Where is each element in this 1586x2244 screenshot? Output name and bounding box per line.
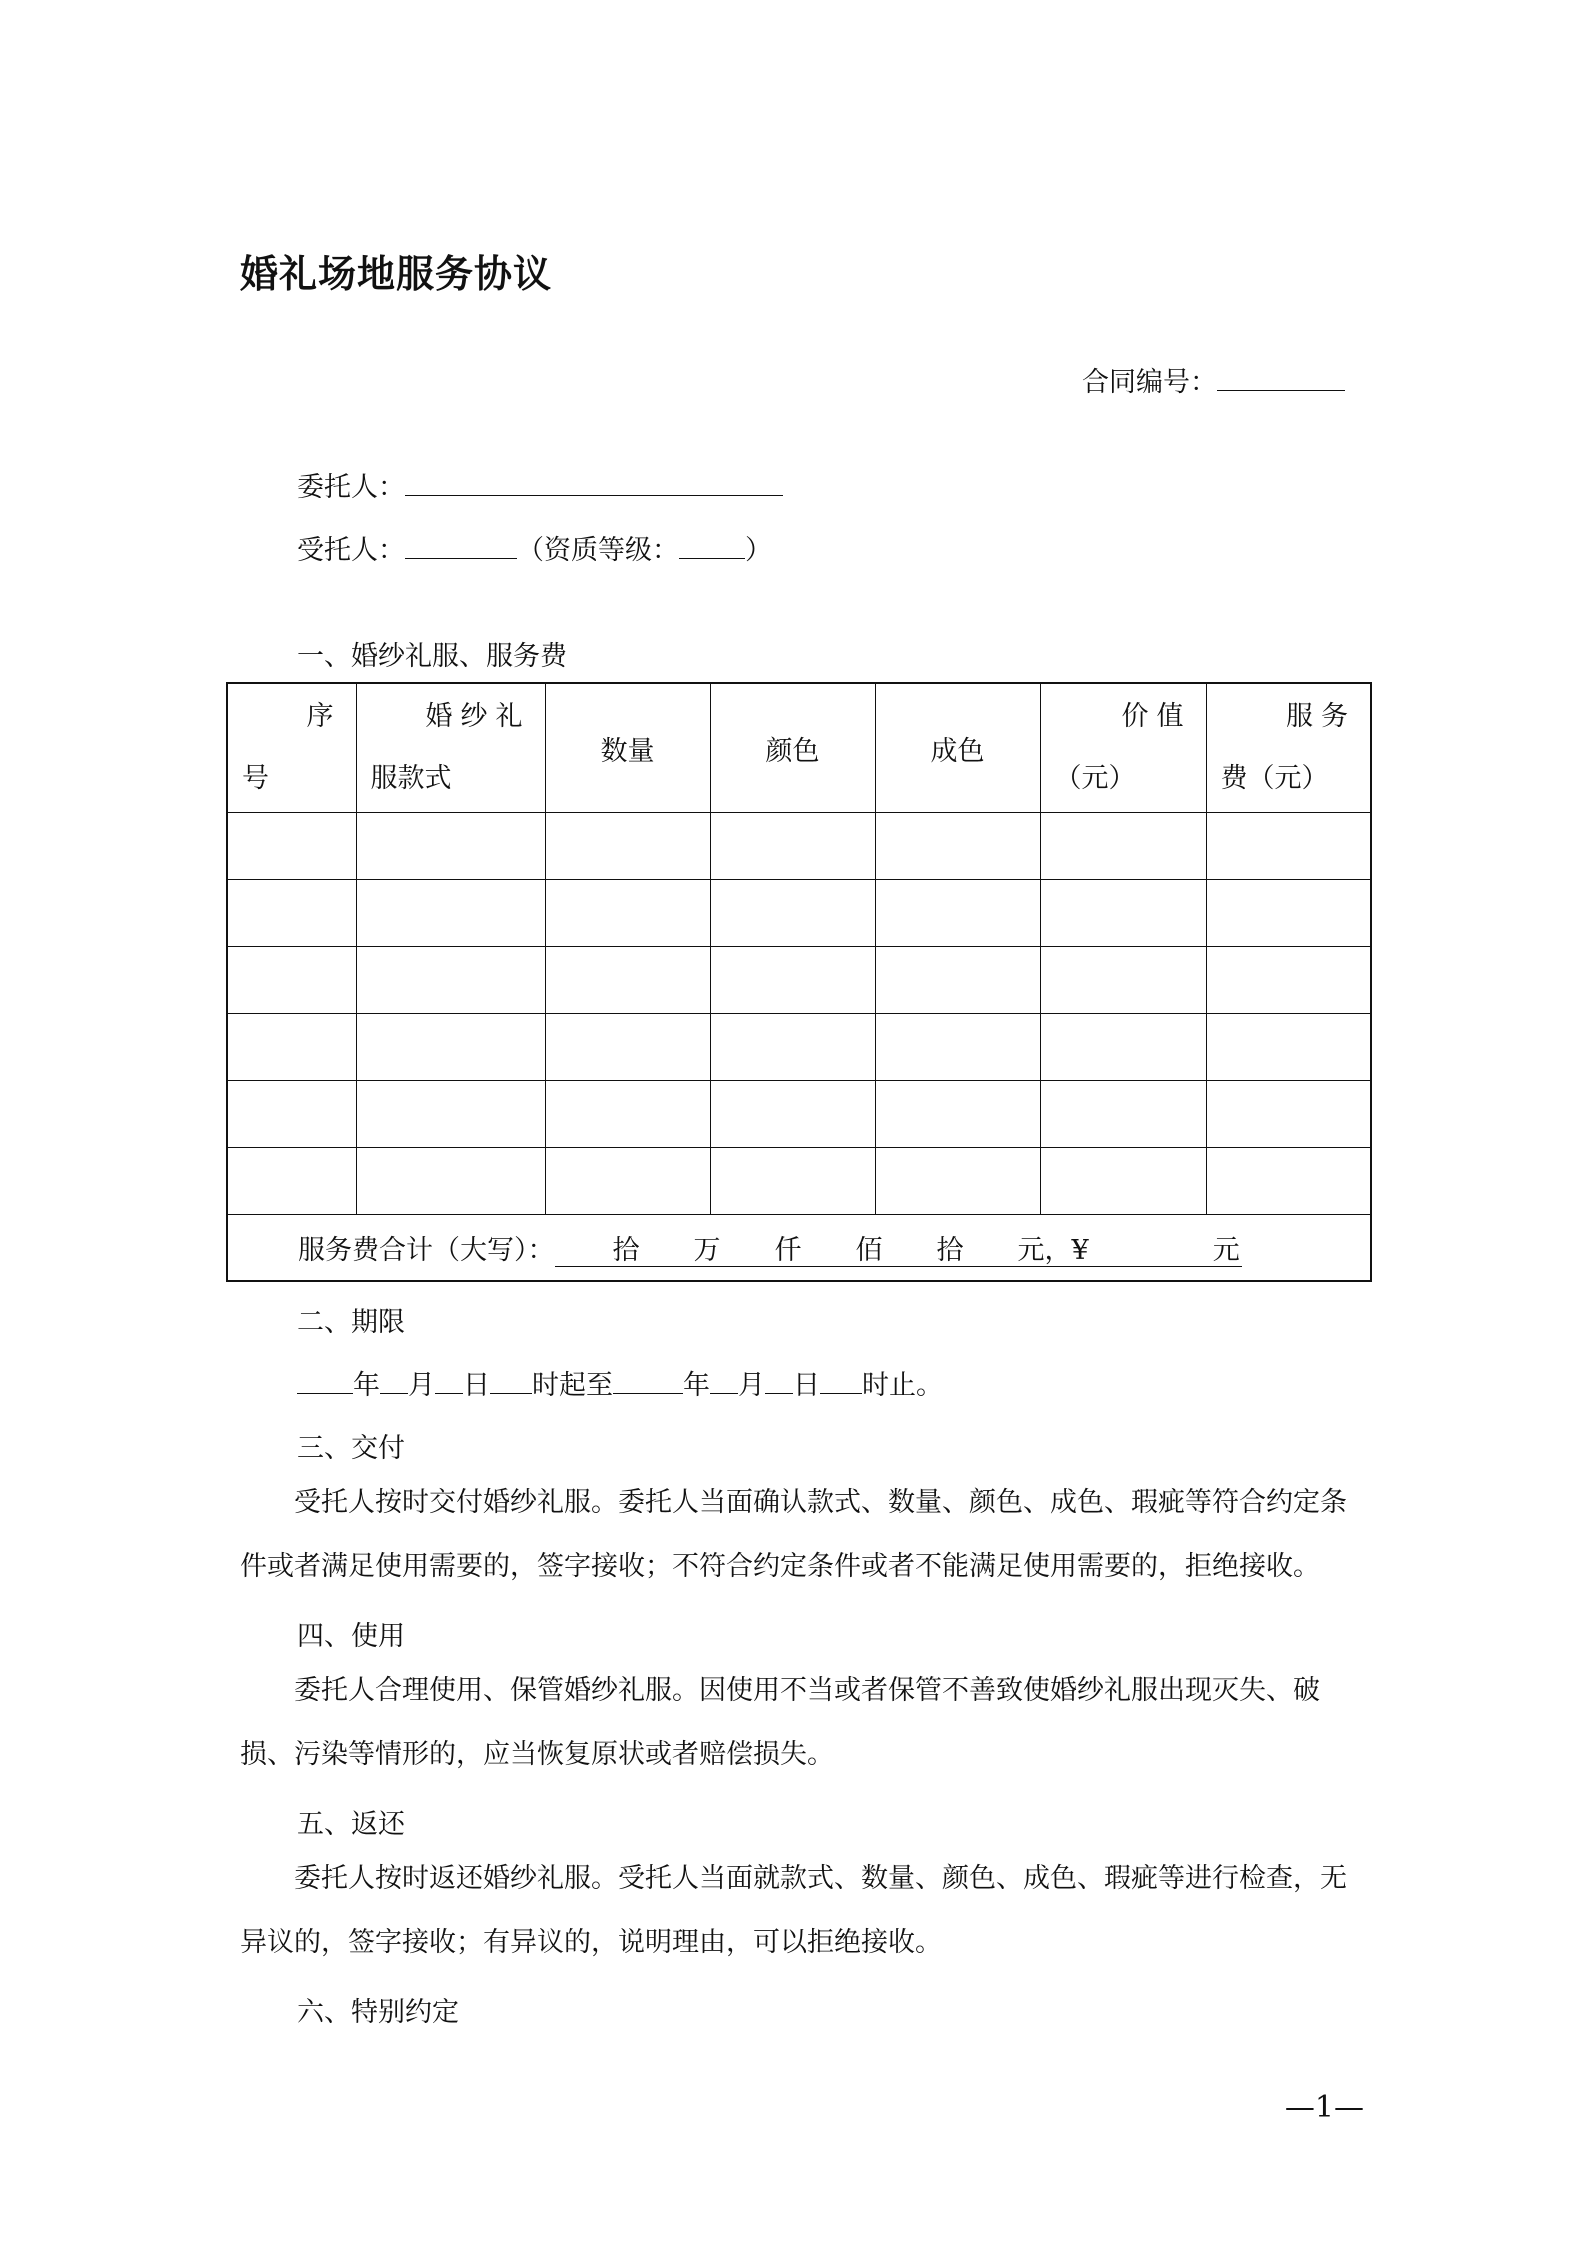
table-cell[interactable] [545, 880, 710, 947]
table-cell[interactable] [875, 880, 1040, 947]
table-cell[interactable] [1206, 1148, 1371, 1215]
table-cell[interactable] [710, 880, 875, 947]
table-cell[interactable] [227, 1014, 356, 1081]
section-2-heading: 二、期限 [297, 1307, 405, 1338]
table-cell[interactable] [710, 1081, 875, 1148]
period-row: 年 月 日 时起至 年 月 日 时止。 [297, 1363, 943, 1402]
table-cell[interactable] [227, 813, 356, 880]
start-hour-blank[interactable] [490, 1365, 532, 1394]
end-hour-blank[interactable] [820, 1365, 862, 1394]
table-cell[interactable] [1206, 947, 1371, 1014]
table-cell[interactable] [227, 880, 356, 947]
table-cell[interactable] [227, 1081, 356, 1148]
table-cell[interactable] [356, 880, 545, 947]
header-condition: 成色 [875, 683, 1040, 813]
agent-qualification-blank[interactable] [679, 530, 745, 559]
end-day-blank[interactable] [765, 1365, 793, 1394]
table-cell[interactable] [356, 813, 545, 880]
table-cell[interactable] [545, 947, 710, 1014]
table-cell[interactable] [710, 1148, 875, 1215]
principal-row [297, 465, 783, 504]
start-month-blank[interactable] [380, 1365, 408, 1394]
header-service-fee: 服务 费（元） [1206, 683, 1371, 813]
agent-label: 受托人： [297, 535, 405, 566]
start-day-blank[interactable] [435, 1365, 463, 1394]
section-3-heading: 三、交付 [297, 1433, 405, 1464]
table-row [227, 1081, 1371, 1148]
table-cell[interactable] [1040, 1081, 1206, 1148]
table-cell[interactable] [356, 1081, 545, 1148]
table-cell[interactable] [356, 1014, 545, 1081]
section-3-paragraph: 受托人按时交付婚纱礼服。委托人当面确认款式、数量、颜色、成色、瑕疵等符合约定条件或者满足使用需要的，签字接收；不符合约定条件或者不能满足使用需要的，拒绝接收。 [240, 1487, 1347, 1582]
end-month-blank[interactable] [710, 1365, 738, 1394]
table-cell[interactable] [1040, 1148, 1206, 1215]
agent-qualification-close: ） [745, 535, 772, 566]
section-4-heading: 四、使用 [297, 1621, 405, 1652]
table-cell[interactable] [1206, 1014, 1371, 1081]
section-1-heading: 一、婚纱礼服、服务费 [297, 641, 567, 672]
table-cell[interactable] [356, 1148, 545, 1215]
header-quantity: 数量 [545, 683, 710, 813]
table-cell[interactable] [710, 1014, 875, 1081]
page-number: —1— [1284, 2090, 1364, 2125]
table-cell[interactable] [545, 1014, 710, 1081]
table-cell[interactable] [1206, 1081, 1371, 1148]
table-row [227, 1148, 1371, 1215]
agent-blank[interactable] [405, 530, 517, 559]
table-cell[interactable] [710, 813, 875, 880]
table-cell[interactable] [1040, 947, 1206, 1014]
section-6-heading: 六、特别约定 [297, 1997, 459, 2028]
gown-service-table [226, 682, 1372, 1282]
table-row [227, 880, 1371, 947]
total-label: 服务费合计（大写）： [298, 1235, 555, 1266]
principal-label: 委托人： [297, 472, 405, 503]
contract-number-blank[interactable] [1217, 362, 1345, 391]
table-cell[interactable] [356, 947, 545, 1014]
section-4-paragraph: 委托人合理使用、保管婚纱礼服。因使用不当或者保管不善致使婚纱礼服出现灭失、破损、污染等情形的，应当恢复原状或者赔偿损失。 [240, 1675, 1320, 1770]
section-5-paragraph: 委托人按时返还婚纱礼服。受托人当面就款式、数量、颜色、成色、瑕疵等进行检查，无异议的，签字接收；有异议的，说明理由，可以拒绝接收。 [240, 1863, 1347, 1958]
table-cell[interactable] [710, 947, 875, 1014]
table-header-row [227, 683, 1371, 813]
table-cell[interactable] [1206, 880, 1371, 947]
table-cell[interactable] [875, 947, 1040, 1014]
table-cell[interactable] [1040, 880, 1206, 947]
total-cell [227, 1215, 1371, 1282]
table-cell[interactable] [875, 1148, 1040, 1215]
document-title: 婚礼场地服务协议 [240, 252, 553, 296]
end-year-blank[interactable] [613, 1365, 683, 1394]
table-row [227, 1014, 1371, 1081]
agent-qualification-open: （资质等级： [517, 535, 679, 566]
table-cell[interactable] [875, 1014, 1040, 1081]
header-color: 颜色 [710, 683, 875, 813]
header-value: 价值 （元） [1040, 683, 1206, 813]
total-amount-line[interactable]: 拾 万 仟 佰 拾 元，¥ 元 [555, 1235, 1242, 1267]
contract-number-label: 合同编号： [1082, 367, 1217, 398]
agent-row [297, 528, 772, 567]
table-cell[interactable] [1040, 1014, 1206, 1081]
header-serial: 序 号 [227, 683, 356, 813]
contract-number-row [1082, 360, 1345, 399]
table-cell[interactable] [227, 947, 356, 1014]
section-5-heading: 五、返还 [297, 1809, 405, 1840]
table-cell[interactable] [1206, 813, 1371, 880]
table-cell[interactable] [545, 1081, 710, 1148]
table-row [227, 947, 1371, 1014]
table-cell[interactable] [545, 813, 710, 880]
principal-blank[interactable] [405, 467, 783, 496]
table-cell[interactable] [1040, 813, 1206, 880]
table-cell[interactable] [875, 813, 1040, 880]
header-gown-style: 婚纱礼 服款式 [356, 683, 545, 813]
table-cell[interactable] [545, 1148, 710, 1215]
table-row [227, 813, 1371, 880]
total-row [227, 1215, 1371, 1282]
table-cell[interactable] [227, 1148, 356, 1215]
table-cell[interactable] [875, 1081, 1040, 1148]
start-year-blank[interactable] [297, 1365, 353, 1394]
